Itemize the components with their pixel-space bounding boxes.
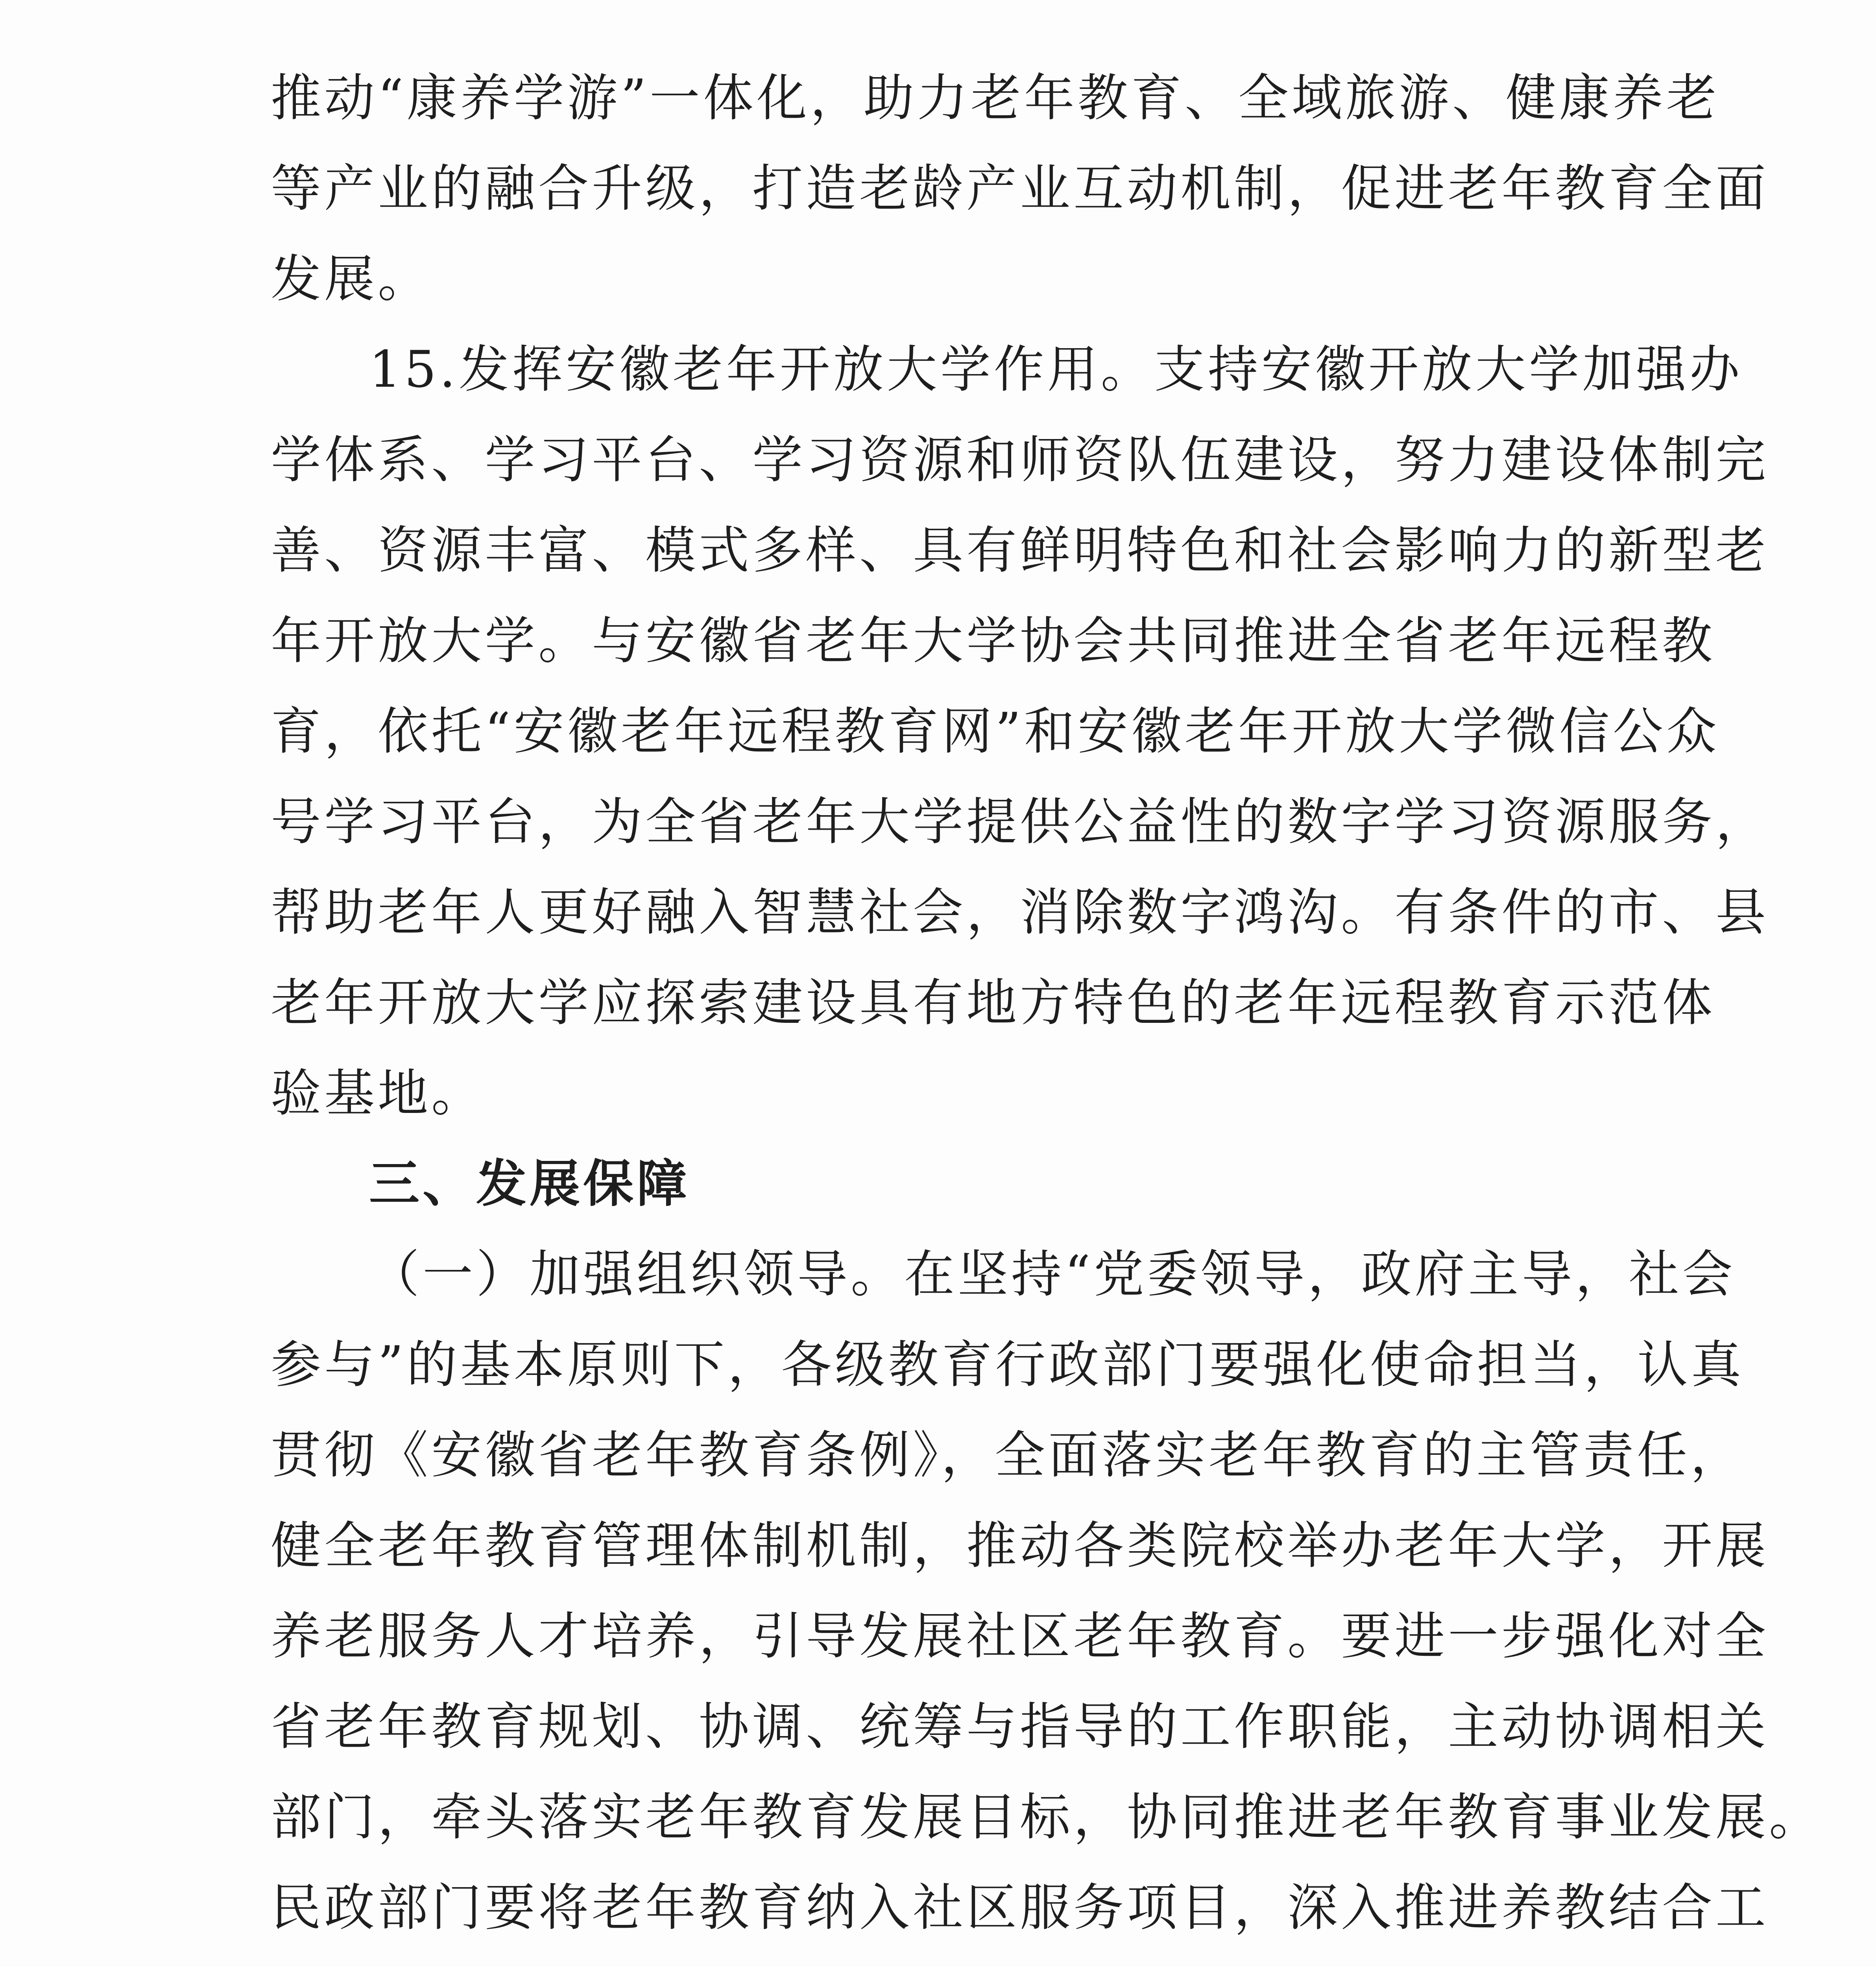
text-line: 等产业的融合升级，打造老龄产业互动机制，促进老年教育全面 bbox=[271, 159, 1769, 218]
text-line: 发展。 bbox=[271, 250, 432, 308]
text-line: 推动“康养学游”一体化，助力老年教育、全域旅游、健康养老 bbox=[271, 69, 1720, 127]
text-line: 贯彻《安徽省老年教育条例》，全面落实老年教育的主管责任， bbox=[271, 1426, 1744, 1485]
text-line: 15.发挥安徽老年开放大学作用。支持安徽开放大学加强办 bbox=[369, 340, 1743, 399]
text-line: 帮助老年人更好融入智慧社会，消除数字鸿沟。有条件的市、县 bbox=[271, 883, 1769, 942]
text-line: 健全老年教育管理体制机制，推动各类院校举办老年大学，开展 bbox=[271, 1517, 1769, 1575]
section-heading: 三、发展保障 bbox=[369, 1155, 691, 1213]
text-line: 民政部门要将老年教育纳入社区服务项目，深入推进养教结合工 bbox=[271, 1878, 1769, 1937]
text-line: 号学习平台，为全省老年大学提供公益性的数字学习资源服务， bbox=[271, 793, 1769, 851]
text-line: （一）加强组织领导。在坚持“党委领导，政府主导，社会 bbox=[369, 1245, 1736, 1304]
text-line: 养老服务人才培养，引导发展社区老年教育。要进一步强化对全 bbox=[271, 1607, 1769, 1666]
text-line: 参与”的基本原则下，各级教育行政部门要强化使命担当，认真 bbox=[271, 1336, 1745, 1394]
text-line: 老年开放大学应探索建设具有地方特色的老年远程教育示范体 bbox=[271, 974, 1716, 1032]
text-line: 育，依托“安徽老年远程教育网”和安徽老年开放大学微信公众 bbox=[271, 702, 1720, 761]
text-line bbox=[271, 1959, 1628, 1967]
text-line: 学体系、学习平台、学习资源和师资队伍建设，努力建设体制完 bbox=[271, 431, 1769, 489]
text-line: 验基地。 bbox=[271, 1064, 485, 1123]
text-line: 省老年教育规划、协调、统筹与指导的工作职能，主动协调相关 bbox=[271, 1698, 1769, 1756]
text-line: 部门，牵头落实老年教育发展目标，协同推进老年教育事业发展。 bbox=[271, 1788, 1823, 1847]
text-line: 年开放大学。与安徽省老年大学协会共同推进全省老年远程教 bbox=[271, 612, 1716, 670]
text-line: 善、资源丰富、模式多样、具有鲜明特色和社会影响力的新型老 bbox=[271, 521, 1769, 580]
